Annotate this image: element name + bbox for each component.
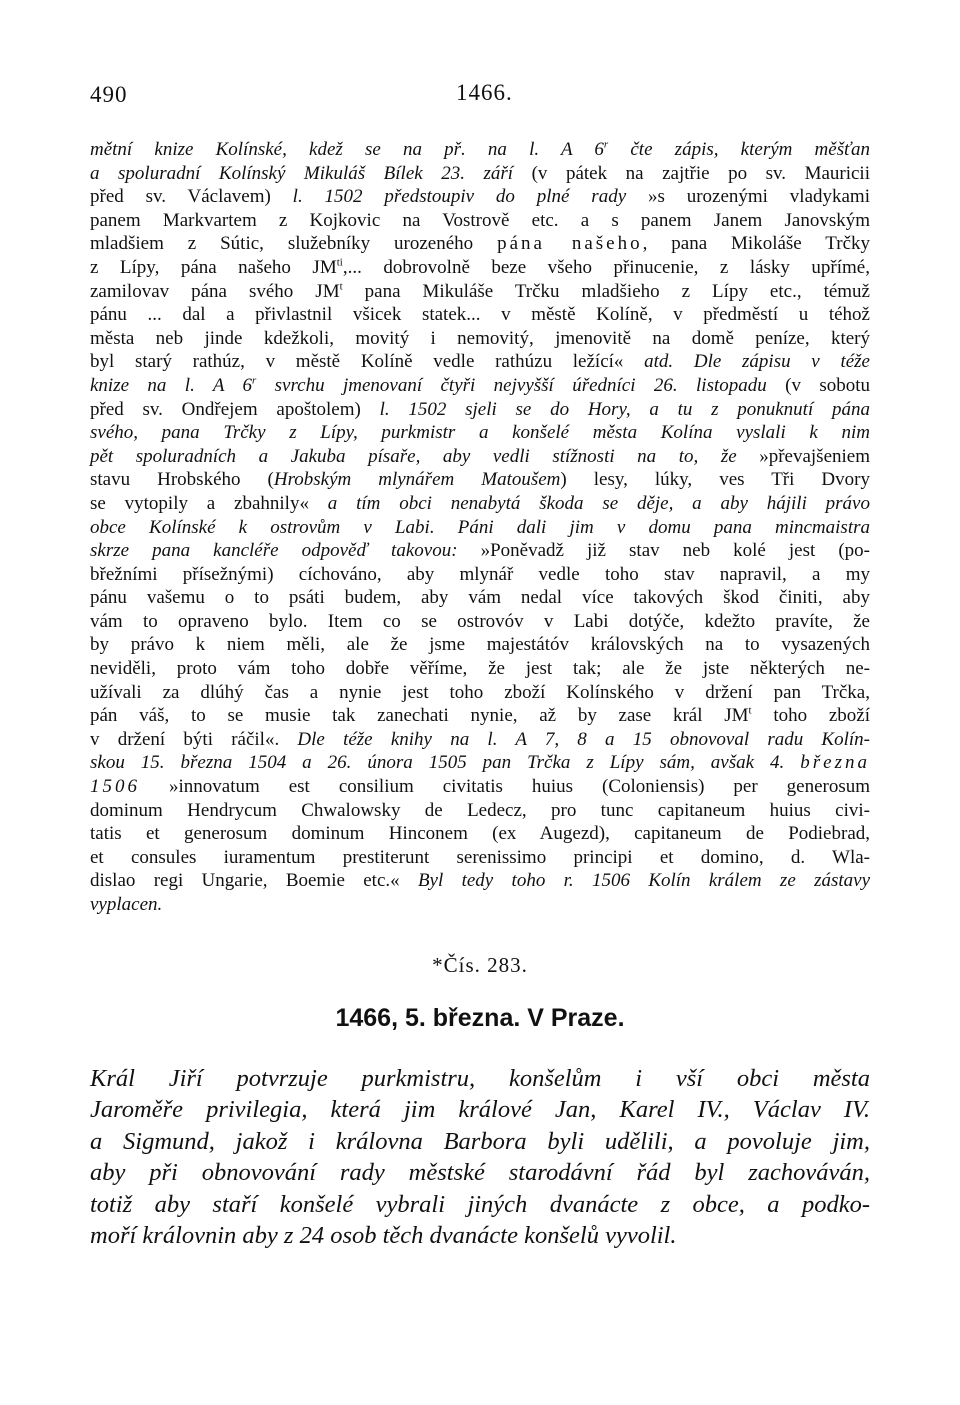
text-line: v držení býti ráčil«. Dle téže knihy na l. A 7, 8 a 15 obnovoval radu Kolín- bbox=[90, 728, 870, 750]
text-line: svého, pana Trčky z Lípy, purkmistr a konšelé města Kolína vyslali k nim bbox=[90, 422, 870, 444]
text-line: před sv. Václavem) l. 1502 předstoupiv do plné rady »s urozenými vladykami bbox=[90, 186, 870, 208]
text-line: se vytopily a zbahnily« a tím obci nenabytá škoda se děje, a aby hájili právo bbox=[90, 492, 870, 514]
text-line: skou 15. března 1504 a 26. února 1505 pan Trčka z Lípy sám, avšak 4. března bbox=[90, 752, 870, 774]
document-number: *Čís. 283. bbox=[432, 952, 528, 977]
regest-line: a Sigmund, jakož i královna Barbora byli udělili, a povoluje jim, bbox=[90, 1127, 870, 1155]
text-line: dominum Hendrycum Chwalowsky de Ledecz, pro tunc capitaneum huius civi- bbox=[90, 799, 870, 821]
text-line: et consules iuramentum prestiterunt serenissimo principi et domino, d. Wla- bbox=[90, 846, 870, 868]
text-line: stavu Hrobského (Hrobským mlynářem Matoušem) lesy, lúky, ves Tři Dvory bbox=[90, 469, 870, 491]
text-line: vám to opraveno bylo. Item co se ostrovóv v Labi dotýče, kdežto pravíte, že bbox=[90, 610, 870, 632]
regest-line: totiž aby staří konšelé vybrali jiných dvanácte z obce, a podko- bbox=[90, 1190, 870, 1218]
running-head bbox=[90, 82, 870, 122]
text-line: vyplacen. bbox=[90, 894, 163, 915]
running-year: 1466. bbox=[456, 80, 513, 105]
footnote-text bbox=[90, 138, 870, 917]
text-line: tatis et generosum dominum Hinconem (ex Augezd), capitaneum de Podiebrad, bbox=[90, 823, 870, 845]
regest-line: moří královnin aby z 24 osob těch dvanácte konšelů vyvolil. bbox=[90, 1222, 677, 1250]
regest-line: Král Jiří potvrzuje purkmistru, konšelům i vší obci města bbox=[90, 1064, 870, 1092]
text-line: břežními přísežnými) cíchováno, aby mlynář vedle toho stav napravil, a my bbox=[90, 563, 870, 585]
text-line: zamilovav pána svého $JM^t$ pana Mikuláše Trčku mladšieho z Lípy etc., témuž bbox=[90, 280, 870, 302]
text-line: pán váš, to se musie tak zanechati nynie, až by zase král $JM^t$ toho zboží bbox=[90, 704, 870, 727]
text-line: by právo k niem měli, ale že jsme majestátóv královských na to vysazených bbox=[90, 634, 870, 656]
text-line: užívali za dlúhý čas a nynie jest toho zboží Kolínského v držení pan Trčka, bbox=[90, 681, 870, 703]
text-line: 1506 »innovatum est consilium civitatis huius (Coloniensis) per generosum bbox=[90, 776, 870, 798]
regest-line: Jaroměře privilegia, která jim králové Jan, Karel IV., Václav IV. bbox=[90, 1096, 870, 1124]
text-line: byl starý rathúz, v městě Kolíně vedle rathúzu ležící« atd. Dle zápisu v téže bbox=[90, 351, 870, 373]
text-line: panem Markvartem z Kojkovic na Vostrově etc. a s panem Janem Janovským bbox=[90, 209, 870, 231]
text-line: města neb jinde kdežkoli, movitý i nemovitý, jmenovitě na domě peníze, který bbox=[90, 327, 870, 349]
text-line: skrze pana kancléře odpověď takovou: »Poněvadž již stav neb kolé jest (po- bbox=[90, 540, 870, 562]
text-line: mladšiem z Sútic, služebníky urozeného pána našeho, pana Mikoláše Trčky bbox=[90, 233, 870, 255]
text-line: knize na l. A 6$^r$ svrchu jmenovaní čtyři nejvyšší úředníci 26. listopadu (v sobotu bbox=[90, 374, 870, 396]
text-line: dislao regi Ungarie, Boemie etc.« Byl tedy toho r. 1506 Kolín králem ze zástavy bbox=[90, 870, 871, 892]
text-line: pět spoluradních a Jakuba písaře, aby vedli stížnosti na to, že »převajšeniem bbox=[90, 445, 870, 467]
text-line: pánu ... dal a přivlastnil všicek statek... v městě Kolíně, v předměstí u téhož bbox=[90, 304, 870, 326]
regest-line: aby při obnovování rady městské starodávní řád byl zachováván, bbox=[90, 1159, 870, 1187]
text-line: neviděli, proto vám toho dobře věříme, že jest tak; ale že jste některých ne- bbox=[90, 658, 870, 680]
text-line: z Lípy, pána našeho $JM^{ti}$,... dobrovolně beze všeho přinucenie, z lásky upřímé, bbox=[90, 256, 870, 278]
book-page bbox=[90, 82, 870, 1252]
document-date-place: 1466, 5. března. V Praze. bbox=[335, 1003, 625, 1032]
text-line: před sv. Ondřejem apoštolem) l. 1502 sjeli se do Hory, a tu z ponuknutí pána bbox=[90, 398, 870, 420]
text-line: mětní knize Kolínské, kdež se na př. na l. A 6$^r$ čte zápis, kterým měšťan bbox=[90, 138, 870, 160]
document-regest bbox=[90, 1063, 870, 1252]
text-line: pánu vašemu o to psáti budem, aby vám nedal více takových škod činiti, aby bbox=[90, 587, 870, 609]
text-line: obce Kolínské k ostrovům v Labi. Páni dali jim v domu pana mincmaistra bbox=[90, 516, 870, 538]
page-number: 490 bbox=[90, 82, 128, 107]
text-line: a spoluradní Kolínský Mikuláš Bílek 23. září (v pátek na zajtřie po sv. Mauricii bbox=[90, 162, 870, 184]
